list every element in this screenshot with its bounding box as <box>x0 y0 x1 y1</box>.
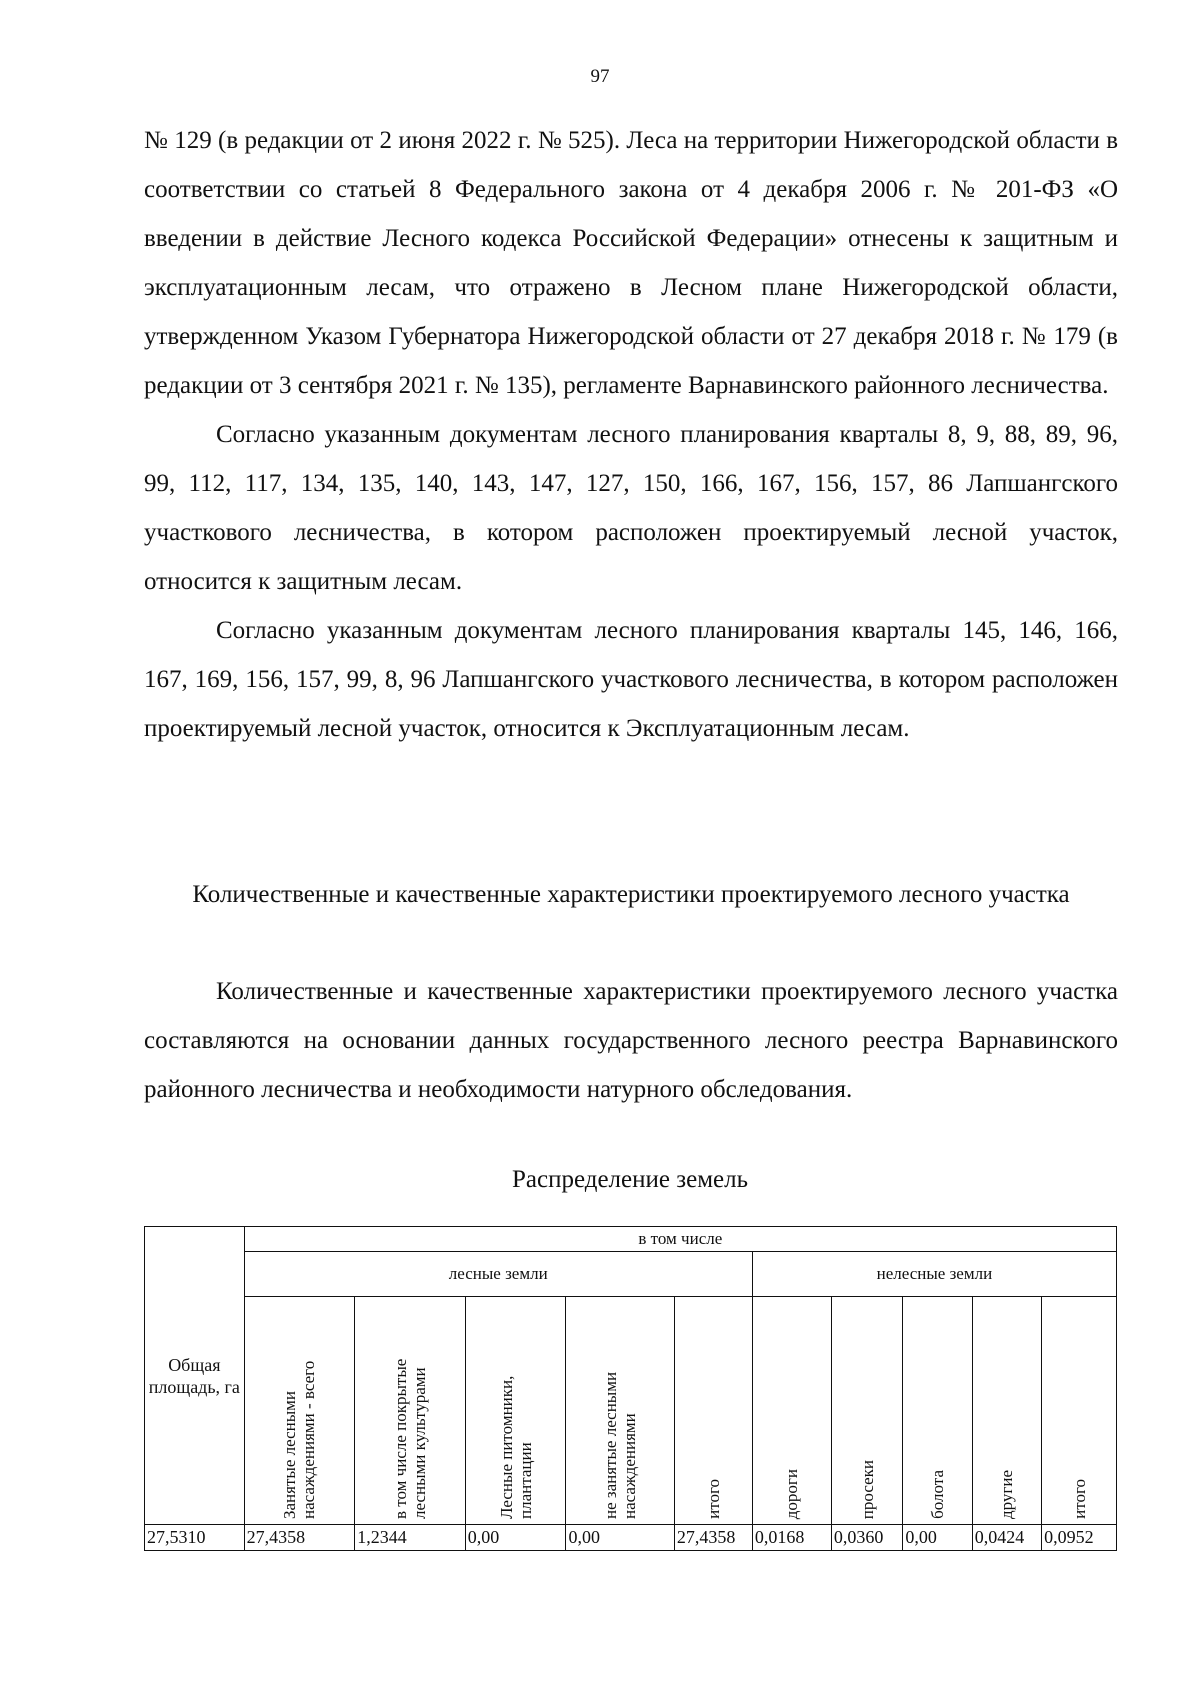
table-title: Распределение земель <box>512 1166 748 1193</box>
col-header-roads: дороги <box>752 1297 831 1525</box>
col-header-cultures: в том числе покрытые лесными культурами <box>355 1297 466 1525</box>
cell-total-area: 27,5310 <box>145 1525 245 1551</box>
section-body <box>144 967 1118 1114</box>
cell-roads: 0,0168 <box>752 1525 831 1551</box>
paragraph-3: Согласно указанным документам лесного планирования кварталы 145, 146, 166, 167, 169, 156, 157, 99, 8, 96 Лапшангского участкового лесничества, в котором расположен проектируемый лесной участок, относится к Эксплуатационным лесам. <box>144 617 1118 742</box>
body-text <box>144 116 1118 753</box>
section-paragraph: Количественные и качественные характеристики проектируемого лесного участка составляются на основании данных государственного лесного реестра Варнавинского районного лесничества и необходимости натурного обследования. <box>144 978 1118 1103</box>
cell-clearings: 0,0360 <box>831 1525 903 1551</box>
cell-occupied: 27,4358 <box>244 1525 355 1551</box>
col-header-clearings: просеки <box>831 1297 903 1525</box>
cell-unoccupied: 0,00 <box>566 1525 674 1551</box>
col-header-nonforest-total: итого <box>1042 1297 1117 1525</box>
cell-nurseries: 0,00 <box>465 1525 566 1551</box>
cell-swamps: 0,00 <box>903 1525 972 1551</box>
col-header-unoccupied: не занятые лесными насаждениями <box>566 1297 674 1525</box>
header-nonforest-lands: нелесные земли <box>752 1252 1116 1297</box>
paragraph-1: № 129 (в редакции от 2 июня 2022 г. № 525). Леса на территории Нижегородской области в соответствии со статьей 8 Федерального закона от 4 декабря 2006 г. № 201-ФЗ «О введении в действие Лесного кодекса Российской Федерации» отнесены к защитным и эксплуатационным лесам, что отражено в Лесном плане Нижегородской области, утвержденном Указом Губернатора Нижегородской области от 27 декабря 2018 г. № 179 (в редакции от 3 сентября 2021 г. № 135), регламенте Варнавинского районного лесничества. <box>144 127 1118 399</box>
header-including: в том числе <box>244 1227 1116 1252</box>
col-header-swamps: болота <box>903 1297 972 1525</box>
cell-nonforest-total: 0,0952 <box>1042 1525 1117 1551</box>
land-distribution-table <box>144 1226 1117 1551</box>
col-header-nurseries: Лесные питомники, плантации <box>465 1297 566 1525</box>
table-row <box>145 1525 1117 1551</box>
col-header-occupied: Занятые лесными насаждениями - всего <box>244 1297 355 1525</box>
header-total-area: Общая площадь, га <box>145 1227 245 1525</box>
col-header-other: другие <box>972 1297 1041 1525</box>
header-forest-lands: лесные земли <box>244 1252 752 1297</box>
section-heading: Количественные и качественные характеристики проектируемого лесного участка <box>192 881 1070 908</box>
col-header-forest-total: итого <box>674 1297 752 1525</box>
cell-forest-total: 27,4358 <box>674 1525 752 1551</box>
paragraph-2: Согласно указанным документам лесного планирования кварталы 8, 9, 88, 89, 96, 99, 112, 117, 134, 135, 140, 143, 147, 127, 150, 166, 167, 156, 157, 86 Лапшангского участкового лесничества, в котором расположен проектируемый лесной участок, относится к защитным лесам. <box>144 421 1118 595</box>
cell-other: 0,0424 <box>972 1525 1041 1551</box>
cell-cultures: 1,2344 <box>355 1525 466 1551</box>
page-number: 97 <box>590 66 610 87</box>
